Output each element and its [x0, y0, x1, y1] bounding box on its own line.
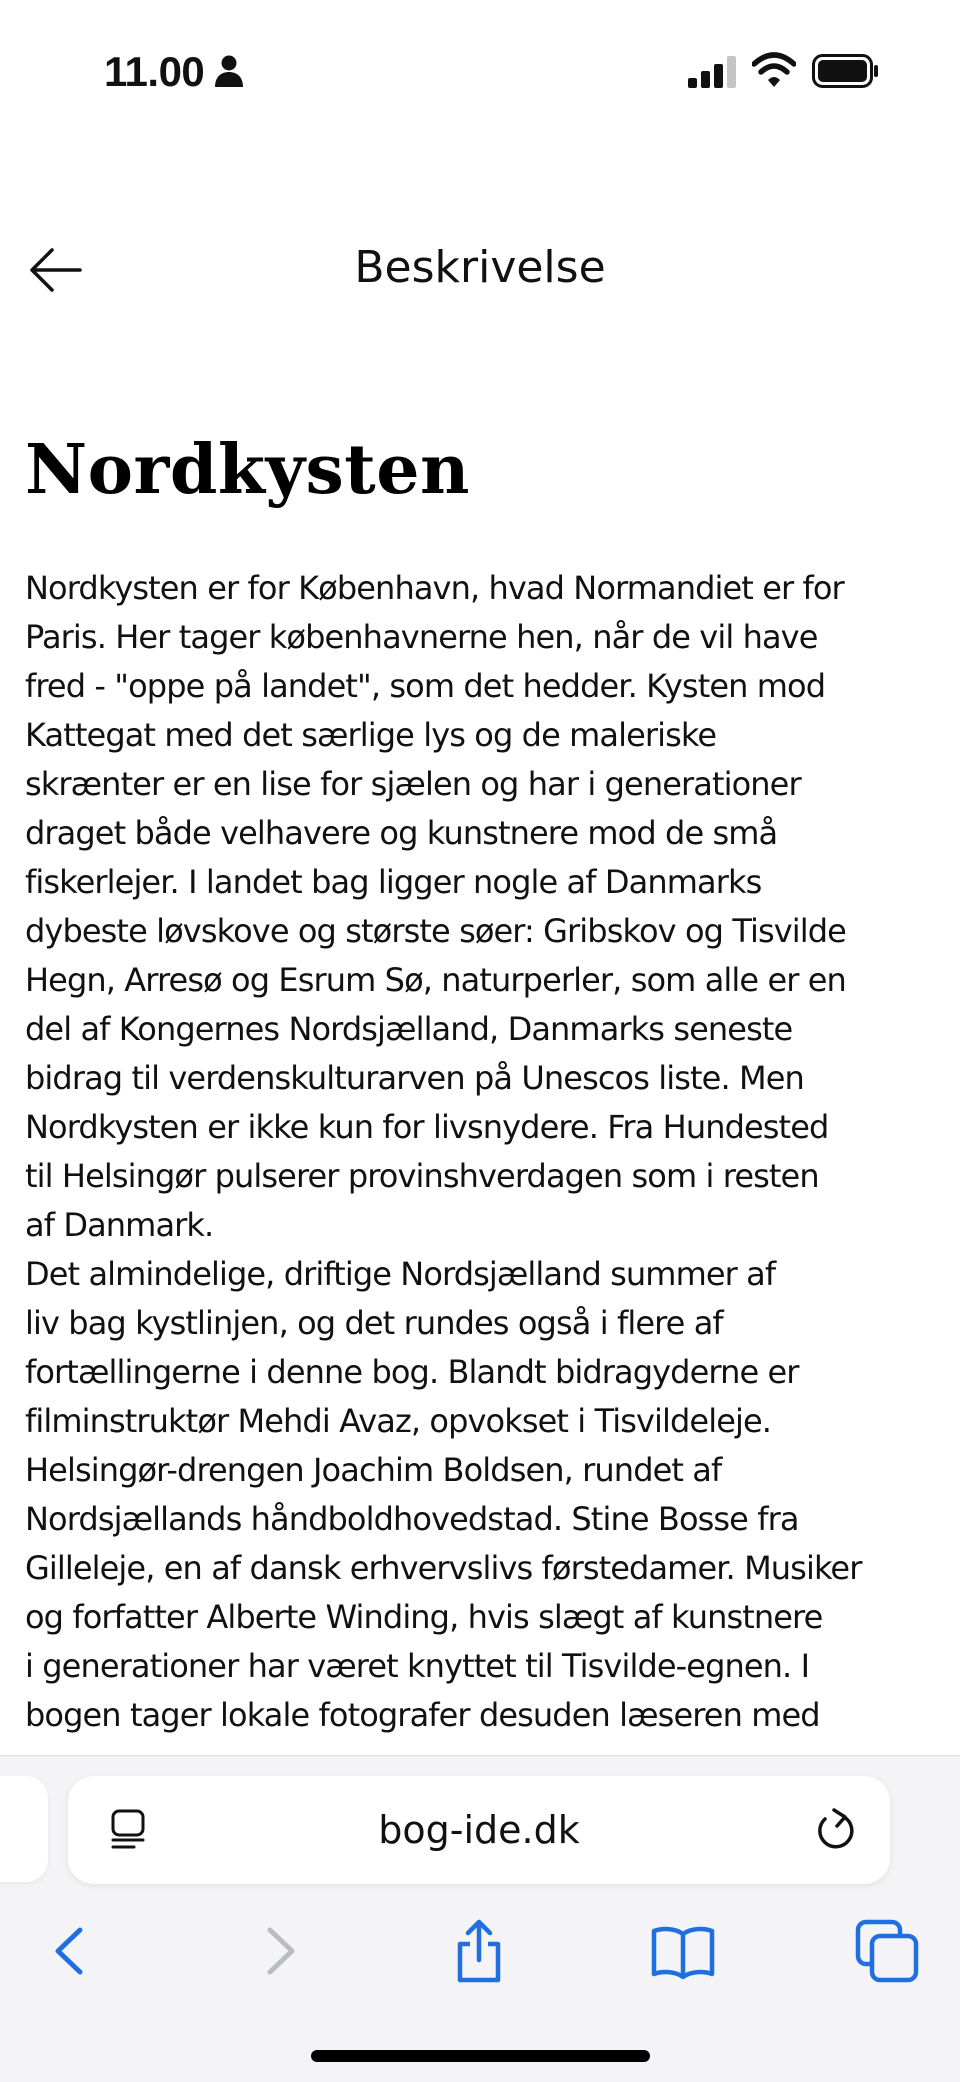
nav-header — [0, 220, 960, 320]
description-content — [25, 420, 940, 1755]
share-icon[interactable] — [444, 1916, 514, 1986]
book-title: Nordkysten — [25, 430, 470, 510]
status-bar — [0, 0, 960, 140]
browser-bottom-bar — [0, 1755, 960, 2082]
person-icon — [213, 54, 245, 88]
status-time: 11.00 — [104, 48, 205, 95]
book-description: Nordkysten er for København, hvad Normandiet er for Paris. Her tager københavnerne hen, når de vil have fred - "oppe på landet", som det hedder. Kysten mod Kattegat med det særlige lys og de maleriske skrænter er en lise for sjælen og har i generationer draget både velhavere og kunstnere mod de små fiskerlejer. I landet bag ligger nogle af Danmarks dybeste løvskove og største søer: Gribskov og Tisvilde Hegn, Arresø og Esrum Sø, naturperler, som alle er en del af Kongernes Nordsjælland, Danmarks seneste bidrag til verdenskulturarven på Unescos liste. Men Nordkysten er ikke kun for livsnydere. Fra Hundested til Helsingør pulserer provinshverdagen som i resten af Danmark. Det almindelige, driftige Nordsjælland summer af liv bag kystlinjen, og det rundes også i flere af fortællingerne i denne bog. Blandt bidragyderne er filminstruktør Mehdi Avaz, opvokset i Tisvildeleje. Helsingør-drengen Joachim Boldsen, rundet af Nordsjællands håndboldhovedstad. Stine Bosse fra Gilleleje, en af dansk erhvervslivs førstedamer. Musiker og forfatter Alberte Winding, hvis slægt af kunstnere i generationer har været knyttet til Tisvilde-egnen. I bogen tager lokale fotografer desuden læseren med — [25, 569, 862, 1734]
chevron-left-icon[interactable] — [36, 1916, 106, 1986]
reload-icon[interactable] — [812, 1806, 858, 1854]
chevron-right-icon[interactable] — [244, 1916, 314, 1986]
address-url[interactable]: bog-ide.dk — [378, 1808, 580, 1852]
book-open-icon[interactable] — [648, 1916, 718, 1986]
previous-tab-peek[interactable] — [0, 1776, 48, 1882]
cellular-signal-icon — [688, 56, 738, 88]
wifi-icon — [752, 52, 796, 88]
battery-icon — [812, 54, 880, 88]
address-bar[interactable] — [68, 1776, 890, 1884]
home-indicator — [311, 2050, 650, 2062]
page-title: Beskrivelse — [354, 242, 606, 293]
browser-toolbar — [0, 1906, 960, 2006]
tabs-icon[interactable] — [852, 1916, 922, 1986]
